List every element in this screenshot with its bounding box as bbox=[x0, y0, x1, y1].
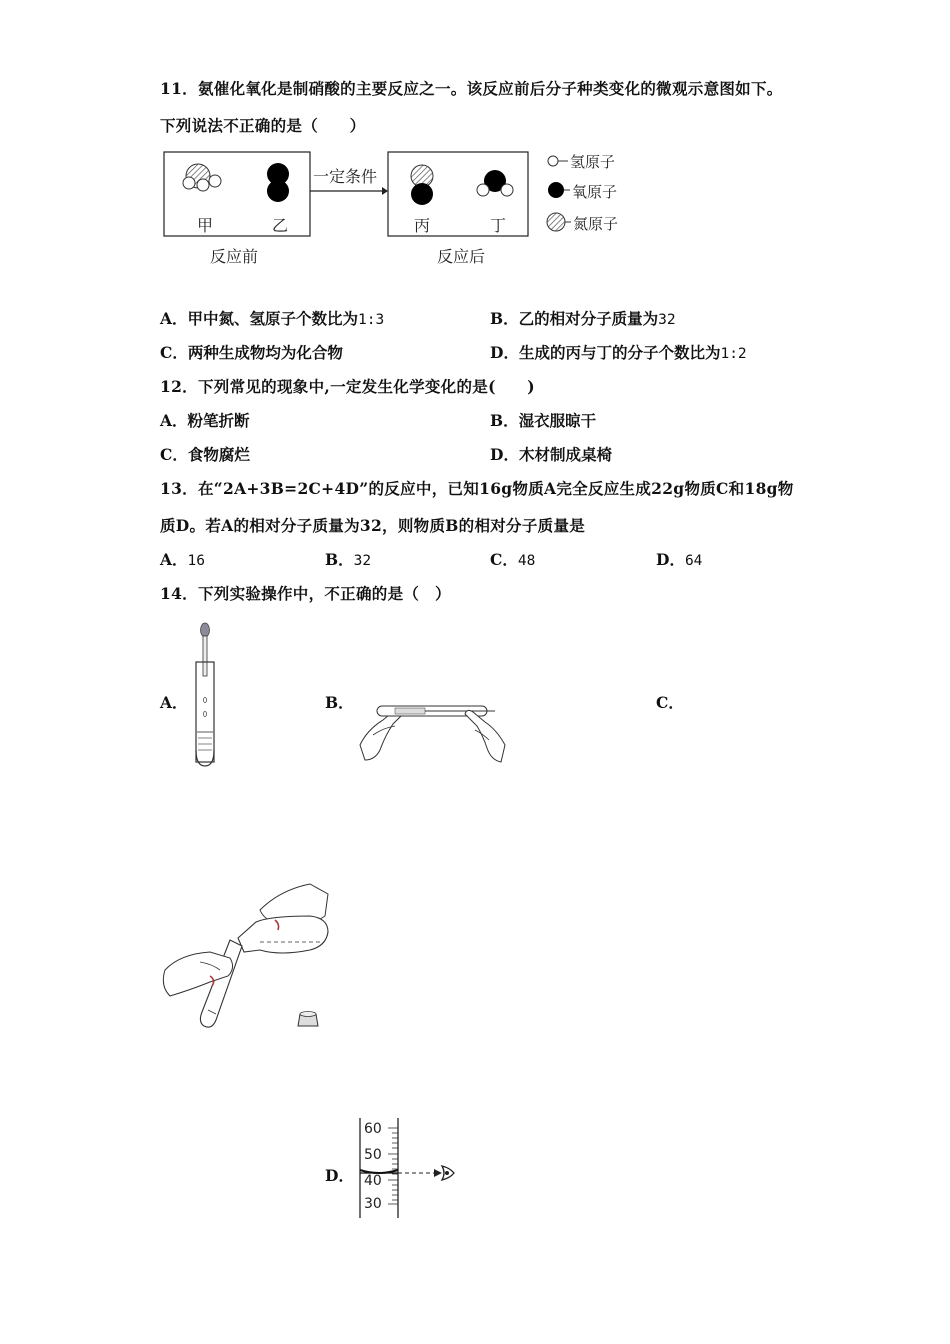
q13-option-d[interactable]: D．64 bbox=[656, 550, 703, 569]
arrow-label: 一定条件 bbox=[313, 167, 378, 186]
label-jia: 甲 bbox=[197, 216, 214, 235]
label-yi: 乙 bbox=[272, 216, 289, 235]
q11-option-a[interactable]: A．甲中氮、氢原子个数比为1:3 bbox=[160, 309, 385, 328]
q14-option-b-label[interactable]: B． bbox=[325, 693, 354, 712]
q14-option-c-label[interactable]: C． bbox=[656, 693, 684, 712]
q11-stem-line2: 下列说法不正确的是（ ） bbox=[160, 116, 366, 135]
q13-stem-line1: 13．在“2A+3B=2C+4D”的反应中，已知16g物质A完全反应生成22g物质C和18g物 bbox=[160, 479, 794, 498]
tick-40: 40 bbox=[364, 1173, 382, 1189]
tick-50: 50 bbox=[364, 1147, 382, 1163]
tick-30: 30 bbox=[364, 1196, 382, 1212]
q14-option-d-label[interactable]: D． bbox=[325, 1166, 354, 1185]
legend-nitrogen-symbol bbox=[547, 213, 565, 231]
label-ding: 丁 bbox=[490, 216, 507, 235]
q11-option-d[interactable]: D．生成的丙与丁的分子个数比为1:2 bbox=[490, 343, 747, 362]
no-molecule bbox=[411, 165, 433, 205]
before-caption: 反应前 bbox=[210, 247, 259, 266]
legend-hydrogen: 氢原子 bbox=[570, 153, 616, 171]
pouring-liquid-image[interactable] bbox=[160, 880, 335, 1035]
after-caption: 反应后 bbox=[437, 247, 486, 266]
legend-oxygen-symbol bbox=[548, 182, 564, 198]
q12-option-c[interactable]: C．食物腐烂 bbox=[160, 445, 250, 464]
q11-stem-line1: 11．氨催化氧化是制硝酸的主要反应之一。该反应前后分子种类变化的微观示意图如下。 bbox=[160, 79, 783, 98]
water-molecule bbox=[477, 170, 513, 196]
q13-stem-line2: 质D。若A的相对分子质量为32，则物质B的相对分子质量是 bbox=[160, 516, 586, 535]
q14-stem: 14．下列实验操作中，不正确的是（ ） bbox=[160, 584, 451, 603]
test-tube-holder-image[interactable] bbox=[355, 690, 510, 770]
q14-option-a-label[interactable]: A． bbox=[160, 693, 188, 712]
label-bing: 丙 bbox=[414, 216, 431, 235]
q13-option-a[interactable]: A．16 bbox=[160, 550, 205, 569]
legend-hydrogen-symbol bbox=[548, 156, 558, 166]
q13-option-b[interactable]: B．32 bbox=[325, 550, 372, 569]
ammonia-molecule bbox=[183, 164, 221, 191]
oxygen-molecule bbox=[267, 163, 289, 202]
q12-option-d[interactable]: D．木材制成桌椅 bbox=[490, 445, 612, 464]
q11-option-b[interactable]: B．乙的相对分子质量为32 bbox=[490, 309, 676, 328]
q11-option-c[interactable]: C．两种生成物均为化合物 bbox=[160, 343, 343, 362]
dropper-test-tube-image[interactable] bbox=[190, 620, 224, 770]
legend-nitrogen: 氮原子 bbox=[573, 215, 619, 233]
q13-option-c[interactable]: C．48 bbox=[490, 550, 536, 569]
tick-60: 60 bbox=[364, 1121, 382, 1137]
q12-option-a[interactable]: A．粉笔折断 bbox=[160, 411, 250, 430]
legend-oxygen: 氧原子 bbox=[572, 183, 618, 201]
q12-option-b[interactable]: B．湿衣服晾干 bbox=[490, 411, 597, 430]
q12-stem: 12．下列常见的现象中,一定发生化学变化的是( ) bbox=[160, 377, 535, 396]
